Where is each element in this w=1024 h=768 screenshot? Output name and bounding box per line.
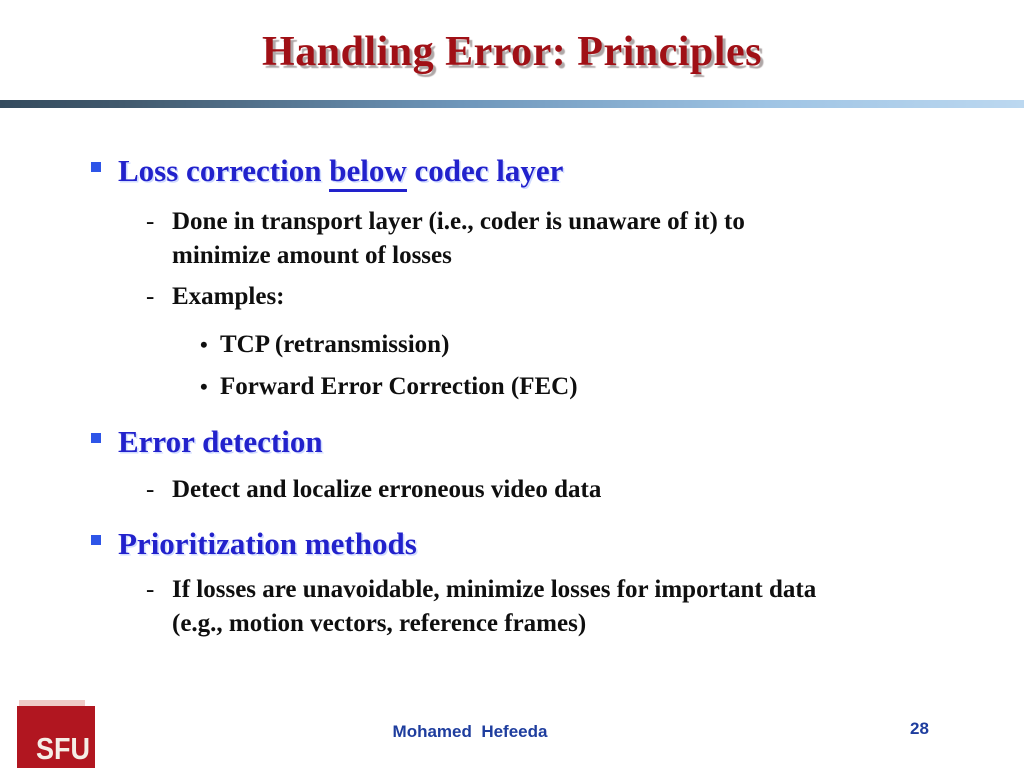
dot-marker: • (200, 374, 208, 399)
bullet-square-icon (91, 535, 101, 545)
sfu-logo-text: SFU (36, 732, 90, 766)
dash-marker: - (146, 208, 155, 235)
sub-bullet-examples: Examples: (172, 283, 285, 310)
footer (0, 722, 982, 742)
heading-text-pre: Loss correction (118, 153, 330, 188)
slide-title: Handling Error: Principles (262, 29, 762, 75)
dash-marker: - (146, 576, 155, 603)
dash-marker: - (146, 476, 155, 503)
sub-bullet-done-line2: minimize amount of losses (172, 242, 452, 269)
bullet-square-icon (91, 162, 101, 172)
sub-bullet-fec: Forward Error Correction (FEC) (220, 373, 578, 400)
heading-loss-correction (118, 153, 563, 189)
heading-error-detection: Error detection (118, 424, 323, 459)
dash-marker: - (146, 283, 155, 310)
sub-bullet-detect: Detect and localize erroneous video data (172, 476, 602, 503)
page-number: 28 (910, 719, 929, 738)
heading-prioritization: Prioritization methods (118, 526, 417, 561)
footer-author: Mohamed Hefeeda (392, 722, 548, 741)
sub-bullet-if-losses-line2: (e.g., motion vectors, reference frames) (172, 610, 587, 637)
sub-bullet-tcp: TCP (retransmission) (220, 331, 450, 358)
bullet-square-icon (91, 433, 101, 443)
heading-text-post: codec layer (406, 153, 564, 188)
title-divider-bar (0, 100, 1024, 108)
dot-marker: • (200, 332, 208, 357)
sfu-logo (17, 706, 95, 768)
sub-bullet-if-losses-line1: If losses are unavoidable, minimize losses for important data (172, 576, 817, 603)
sub-bullet-done-line1: Done in transport layer (i.e., coder is unaware of it) to (172, 208, 745, 235)
heading-text-underlined: below (329, 153, 407, 192)
